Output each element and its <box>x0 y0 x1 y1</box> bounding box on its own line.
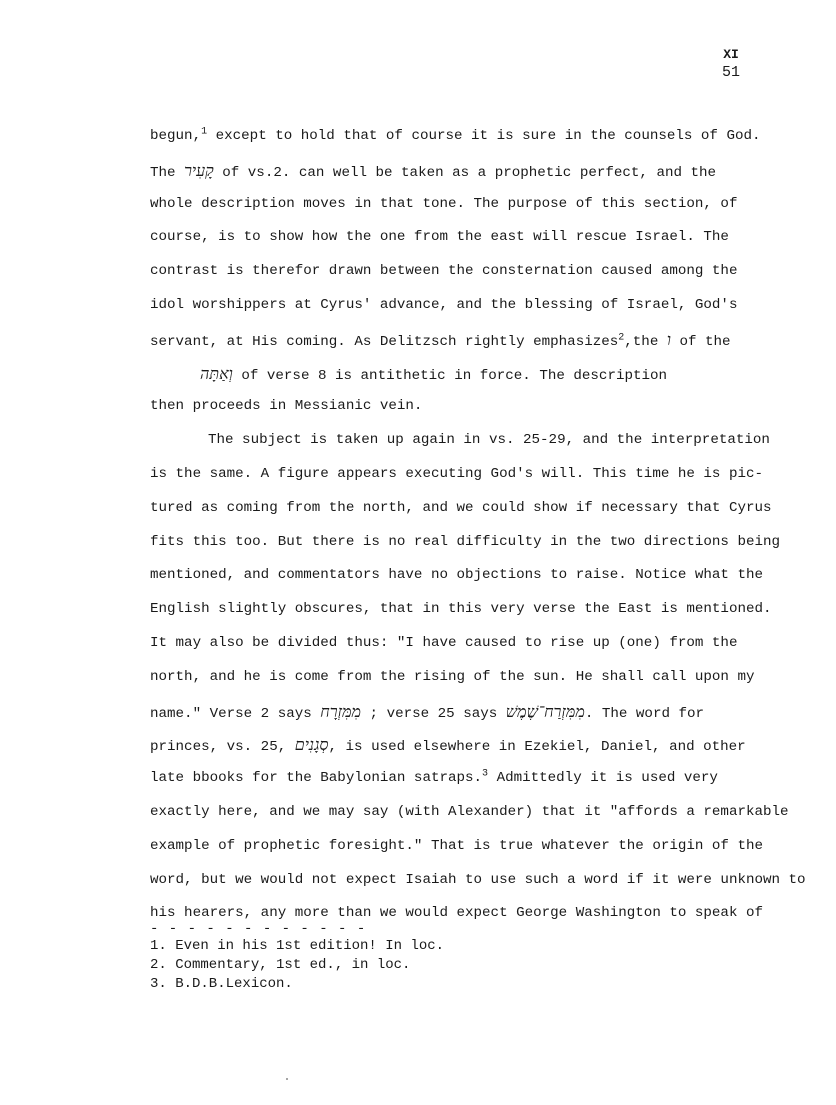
text-fragment: ; verse 25 says <box>361 705 506 722</box>
footnote-3: 3. B.D.B.Lexicon. <box>150 976 293 992</box>
text-line <box>150 695 810 729</box>
text-fragment: ,the <box>624 333 667 350</box>
hebrew-word: מִמִּזְרַח־שֶׁמֶשׁ <box>505 701 585 721</box>
text-fragment: of vs.2. can well be taken as a prophetic perfect, and the <box>213 164 717 181</box>
text-line: The subject is taken up again in vs. 25-29, and the interpretation <box>208 432 770 449</box>
text-line: north, and he is come from the rising of the sun. He shall call upon my <box>150 668 755 685</box>
text-line: course, is to show how the one from the east will rescue Israel. The <box>150 229 729 246</box>
text-line <box>150 120 810 154</box>
body-text <box>150 120 810 931</box>
text-line: example of prophetic foresight." That is true whatever the origin of the <box>150 837 763 854</box>
text-fragment: except to hold that of course it is sure in the counsels of God. <box>207 128 761 144</box>
text-fragment: begun, <box>150 128 202 144</box>
text-line: whole description moves in that tone. The purpose of this section, of <box>150 195 738 212</box>
text-fragment: The <box>150 164 185 181</box>
footnote-ref-3: 3 <box>482 768 489 780</box>
text-line: his hearers, any more than we would expect George Washington to speak of <box>150 905 763 922</box>
page-number-block <box>722 46 740 82</box>
footnote-divider: - - - - - - - - - - - - <box>150 921 367 937</box>
text-fragment: princes, vs. 25, <box>150 739 295 756</box>
hebrew-word: קָעִיר <box>184 160 214 180</box>
text-line <box>150 762 810 796</box>
text-line: English slightly obscures, that in this very verse the East is mentioned. <box>150 601 772 618</box>
footnotes <box>150 937 444 994</box>
text-line <box>150 154 810 188</box>
text-fragment: name." Verse 2 says <box>150 705 321 722</box>
text-fragment: servant, at His coming. As Delitzsch rightly emphasizes <box>150 333 619 350</box>
page-number: 51 <box>722 64 741 81</box>
footnote-2: 2. Commentary, 1st ed., in loc. <box>150 957 411 973</box>
text-line: word, but we would not expect Isaiah to use such a word if it were unknown to <box>150 871 806 888</box>
text-fragment: Admittedly it is used very <box>488 770 718 787</box>
paper-speck <box>286 1078 288 1080</box>
text-fragment: . The word for <box>584 705 705 722</box>
text-line: contrast is therefor drawn between the consternation caused among the <box>150 263 738 280</box>
hebrew-word: סְגָנִים <box>294 735 329 755</box>
hebrew-word: וְאַתָּה <box>200 363 233 383</box>
footnote-1: 1. Even in his 1st edition! In loc. <box>150 938 445 954</box>
text-fragment: of verse 8 is antithetic in force. The description <box>232 367 668 384</box>
text-line <box>150 728 810 762</box>
text-line: mentioned, and commentators have no objections to raise. Notice what the <box>150 567 763 584</box>
hebrew-letter: ו <box>666 329 671 349</box>
text-line: tured as coming from the north, and we could show if necessary that Cyrus <box>150 499 772 516</box>
text-fragment: late bbooks for the Babylonian satraps. <box>150 770 483 787</box>
text-line <box>150 357 810 391</box>
text-line: then proceeds in Messianic vein. <box>150 398 423 415</box>
footnote-ref-1: 1 <box>201 126 208 138</box>
hebrew-word: מִמִּזְרָח <box>320 701 362 721</box>
text-line: exactly here, and we may say (with Alexander) that it "affords a remarkable <box>150 803 789 820</box>
text-line: It may also be divided thus: "I have caused to rise up (one) from the <box>150 634 738 651</box>
text-line: fits this too. But there is no real difficulty in the two directions being <box>150 533 781 550</box>
text-fragment: , is used elsewhere in Ezekiel, Daniel, and other <box>328 739 746 756</box>
text-line: is the same. A figure appears executing God's will. This time he is pic- <box>150 465 763 482</box>
text-line <box>150 323 810 357</box>
text-line: idol worshippers at Cyrus' advance, and the blessing of Israel, God's <box>150 296 738 313</box>
text-fragment: of the <box>670 333 731 350</box>
footnote-ref-2: 2 <box>618 332 625 344</box>
page-mark: XI <box>723 47 739 62</box>
